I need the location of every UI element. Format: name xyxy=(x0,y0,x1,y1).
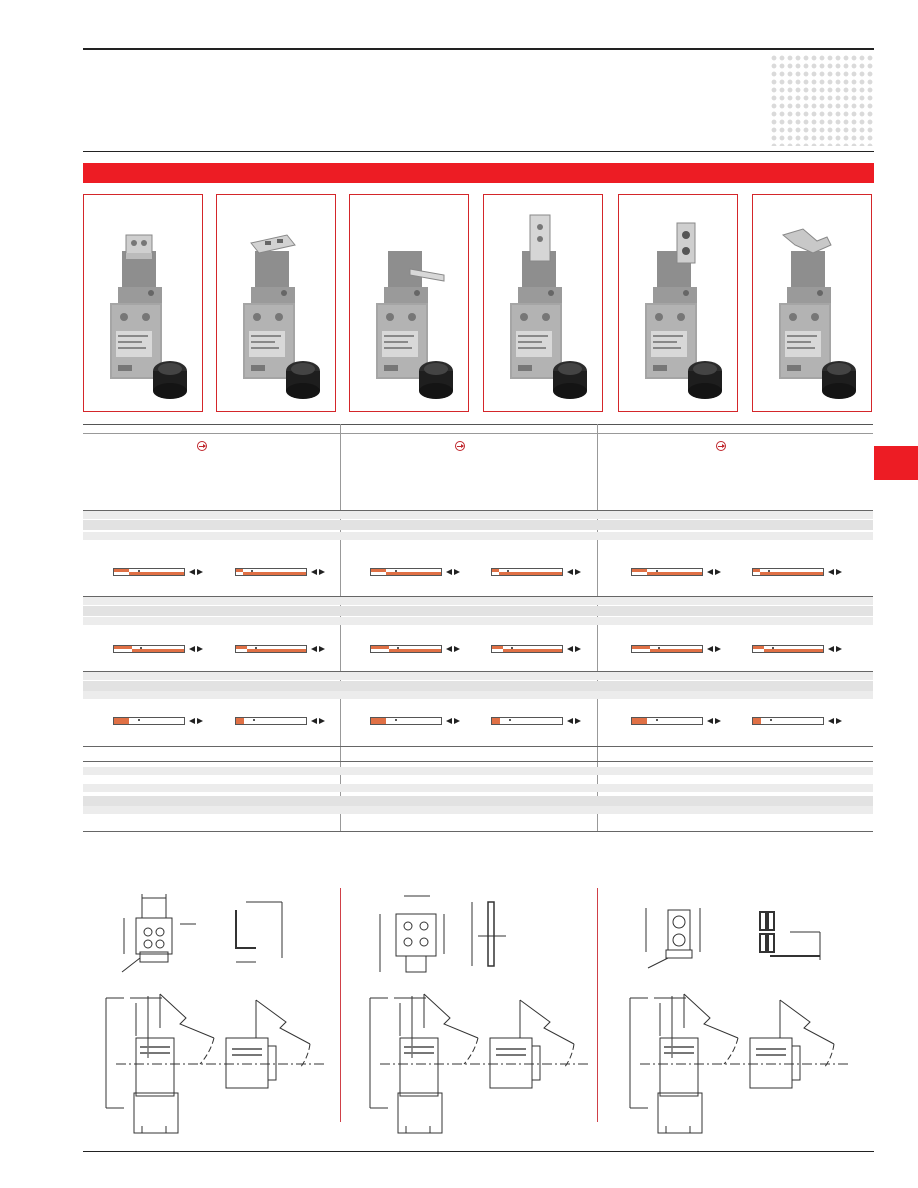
table-shaded-row xyxy=(83,784,873,792)
contact-closed-segment xyxy=(632,718,647,724)
contact-diagram-bar xyxy=(752,645,824,653)
travel-direction-arrows xyxy=(828,718,844,724)
contact-closed-segment xyxy=(236,718,244,724)
contact-diagram-bar xyxy=(631,568,703,576)
table-shaded-row xyxy=(83,511,873,519)
contact-diagram-bar xyxy=(235,568,307,576)
table-top-rule xyxy=(83,424,873,425)
contact-diagram-bar xyxy=(631,717,703,725)
contact-open-segment xyxy=(764,649,824,652)
table-section-rule xyxy=(83,746,873,747)
contact-closed-segment xyxy=(371,569,386,572)
dimension-drawing-group-1 xyxy=(96,888,336,1143)
table-section-rule xyxy=(83,831,873,832)
table-section-rule xyxy=(83,671,873,672)
contact-open-segment xyxy=(760,572,823,575)
table-section-rule xyxy=(83,510,873,511)
table-shaded-row xyxy=(83,520,873,530)
table-section-rule xyxy=(83,596,873,597)
table-shaded-row xyxy=(83,532,873,540)
contact-closed-segment xyxy=(492,646,503,649)
contact-open-segment xyxy=(247,649,307,652)
contact-diagram-bar xyxy=(370,645,442,653)
travel-direction-arrows xyxy=(189,646,205,652)
contact-diagram-bar xyxy=(491,568,563,576)
table-shaded-row xyxy=(83,806,873,814)
dimension-drawing-group-3 xyxy=(620,888,860,1143)
table-shaded-row xyxy=(83,597,873,605)
product-photo-actuator-angled-bracket xyxy=(216,194,336,412)
product-photo-actuator-bent-bracket xyxy=(83,194,203,412)
travel-marker xyxy=(397,647,399,649)
contact-diagram-bar xyxy=(113,568,185,576)
contact-diagram-bar xyxy=(491,717,563,725)
table-shaded-row xyxy=(83,767,873,775)
contact-open-segment xyxy=(650,649,703,652)
positive-opening-icon xyxy=(197,441,207,451)
contact-closed-segment xyxy=(236,569,243,572)
contact-open-segment xyxy=(389,649,442,652)
travel-direction-arrows xyxy=(828,569,844,575)
travel-direction-arrows xyxy=(311,569,327,575)
footer-rule xyxy=(83,1151,874,1152)
chapter-side-tab[interactable] xyxy=(874,446,918,480)
travel-marker xyxy=(138,570,140,572)
travel-marker xyxy=(140,647,142,649)
positive-opening-icon xyxy=(455,441,465,451)
contact-closed-segment xyxy=(371,646,389,649)
contact-closed-segment xyxy=(632,569,647,572)
travel-marker xyxy=(770,719,772,721)
contact-diagram-bar xyxy=(235,717,307,725)
travel-direction-arrows xyxy=(446,569,462,575)
travel-direction-arrows xyxy=(446,646,462,652)
positive-opening-icon xyxy=(716,441,726,451)
travel-marker xyxy=(255,647,257,649)
travel-direction-arrows xyxy=(567,646,583,652)
dimension-drawing-group-2 xyxy=(360,888,600,1143)
travel-marker xyxy=(395,719,397,721)
travel-marker xyxy=(656,570,658,572)
contact-closed-segment xyxy=(114,646,132,649)
header-bottom-rule xyxy=(83,151,874,152)
contact-open-segment xyxy=(132,649,185,652)
contact-open-segment xyxy=(129,572,184,575)
contact-closed-segment xyxy=(114,718,129,724)
travel-marker xyxy=(138,719,140,721)
section-title-band xyxy=(83,163,874,183)
table-header-rule xyxy=(83,433,873,434)
travel-marker xyxy=(656,719,658,721)
drawing-divider-1 xyxy=(340,888,341,1122)
travel-direction-arrows xyxy=(828,646,844,652)
product-photo-actuator-straight-plate xyxy=(483,194,603,412)
contact-diagram-bar xyxy=(113,717,185,725)
contact-diagram-bar xyxy=(370,717,442,725)
table-shaded-row xyxy=(83,606,873,616)
travel-direction-arrows xyxy=(567,718,583,724)
table-shaded-row xyxy=(83,617,873,625)
table-section-rule xyxy=(83,761,873,762)
product-photo-actuator-pivot-plate xyxy=(618,194,738,412)
table-shaded-row xyxy=(83,691,873,699)
travel-marker xyxy=(509,719,511,721)
contact-closed-segment xyxy=(114,569,129,572)
table-shaded-row xyxy=(83,796,873,806)
travel-marker xyxy=(658,647,660,649)
travel-direction-arrows xyxy=(446,718,462,724)
contact-diagram-bar xyxy=(370,568,442,576)
contact-open-segment xyxy=(647,572,702,575)
contact-open-segment xyxy=(243,572,306,575)
contact-diagram-bar xyxy=(113,645,185,653)
travel-direction-arrows xyxy=(707,569,723,575)
product-photo-actuator-articulated xyxy=(752,194,872,412)
contact-closed-segment xyxy=(492,718,500,724)
travel-direction-arrows xyxy=(189,718,205,724)
travel-direction-arrows xyxy=(707,646,723,652)
top-rule xyxy=(83,48,874,50)
dot-pattern-decoration xyxy=(770,54,874,146)
table-shaded-row xyxy=(83,672,873,680)
contact-closed-segment xyxy=(492,569,499,572)
travel-direction-arrows xyxy=(311,718,327,724)
contact-closed-segment xyxy=(371,718,386,724)
contact-diagram-bar xyxy=(752,568,824,576)
travel-marker xyxy=(511,647,513,649)
contact-open-segment xyxy=(499,572,562,575)
product-photo-actuator-flat-tongue xyxy=(349,194,469,412)
contact-closed-segment xyxy=(753,718,761,724)
contact-diagram-bar xyxy=(235,645,307,653)
travel-marker xyxy=(395,570,397,572)
contact-closed-segment xyxy=(753,646,764,649)
travel-marker xyxy=(772,647,774,649)
contact-diagram-bar xyxy=(752,717,824,725)
travel-direction-arrows xyxy=(707,718,723,724)
travel-direction-arrows xyxy=(567,569,583,575)
contact-closed-segment xyxy=(753,569,760,572)
table-shaded-row xyxy=(83,681,873,691)
travel-direction-arrows xyxy=(311,646,327,652)
contact-open-segment xyxy=(386,572,441,575)
contact-closed-segment xyxy=(632,646,650,649)
travel-marker xyxy=(253,719,255,721)
travel-direction-arrows xyxy=(189,569,205,575)
contact-closed-segment xyxy=(236,646,247,649)
contact-open-segment xyxy=(503,649,563,652)
contact-diagram-bar xyxy=(631,645,703,653)
contact-diagram-bar xyxy=(491,645,563,653)
